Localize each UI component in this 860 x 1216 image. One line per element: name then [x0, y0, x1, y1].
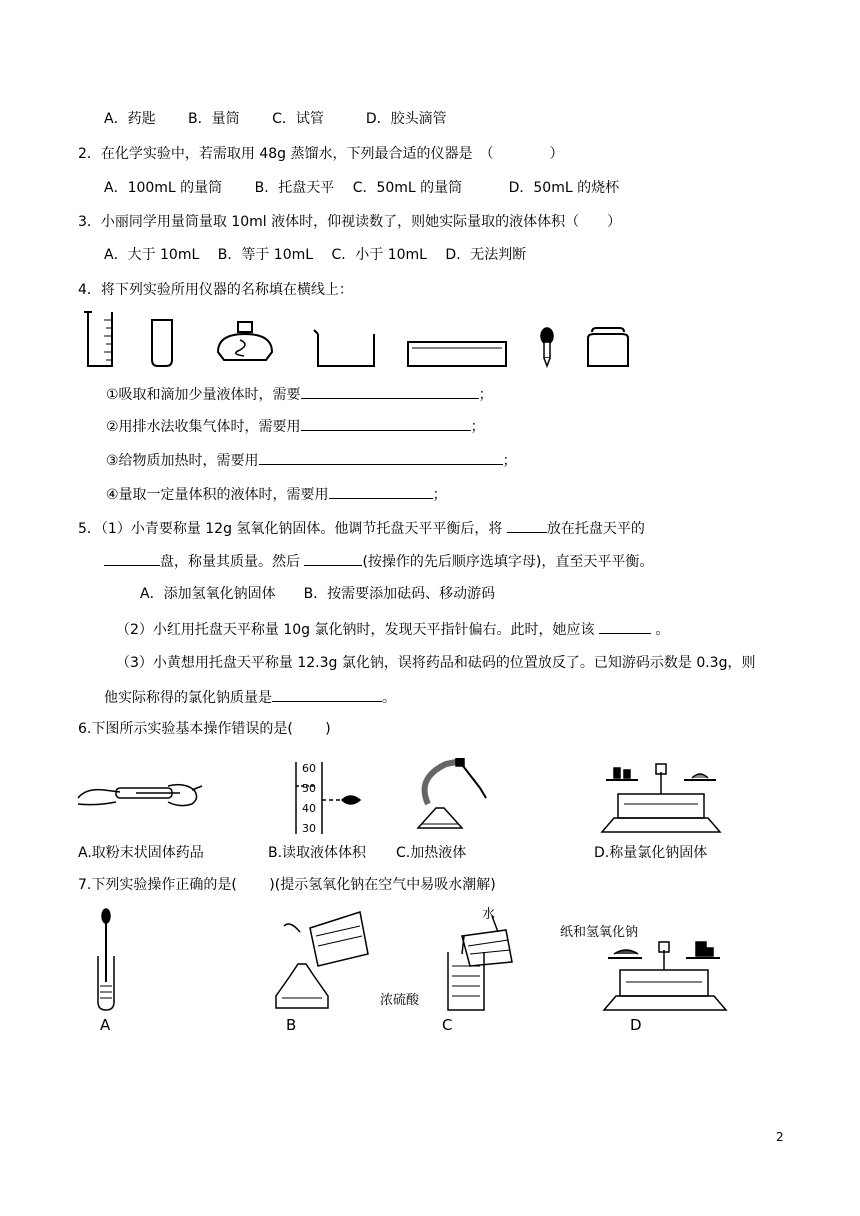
- q5-line-2-text-a: 盘，称量其质量。然后: [160, 554, 300, 570]
- q7-label-water: 水: [482, 907, 496, 922]
- q7-label-paper: 纸和氢氧化钠: [560, 925, 639, 940]
- q6-hands-tube-figure: [78, 785, 202, 806]
- q7-dropper-tube-figure: [98, 909, 114, 1010]
- q4-stem: 4．将下列实验所用仪器的名称填在横线上：: [78, 282, 353, 298]
- q6-caption-c: C.加热液体: [396, 845, 467, 861]
- q5-line-2-text-b: (按操作的先后顺序选填字母)，直至天平平衡。: [362, 554, 654, 570]
- q5-blank-2[interactable]: [104, 551, 160, 566]
- q4-item-3-blank[interactable]: [259, 450, 503, 465]
- q4-item-2: [106, 416, 485, 436]
- q4-item-1-blank[interactable]: [301, 384, 479, 399]
- q5-part-2-text: （2）小红用托盘天平称量 10g 氯化钠时，发现天平指针偏右。此时，她应该: [116, 622, 595, 638]
- q7-dilution-figure: [448, 916, 512, 1010]
- alcohol-lamp-icon: [218, 322, 272, 360]
- q7-pouring-lamp-figure: [276, 912, 368, 1008]
- q4-item-4-end: ；: [432, 487, 447, 503]
- q6-cylinder-tick-50: 50: [302, 782, 316, 795]
- q7-label-acid: 浓硫酸: [380, 993, 420, 1008]
- q4-item-4-blank[interactable]: [329, 484, 433, 499]
- q4-item-4-text: ④量取一定量体积的液体时，需要用: [106, 487, 329, 503]
- q6-caption-d: D.称量氯化钠固体: [594, 845, 708, 861]
- beaker-icon: [314, 330, 374, 366]
- q4-item-2-end: ；: [470, 419, 485, 435]
- q5-line-1-text-a: 5．（1）小青要称量 12g 氢氧化钠固体。他调节托盘天平平衡后，将: [78, 521, 503, 537]
- q5-blank-3[interactable]: [304, 551, 362, 566]
- q6-figures: [76, 758, 726, 838]
- q5-line-1: [78, 518, 645, 538]
- q5-part-3-line-2: [104, 687, 396, 707]
- q4-item-4: [106, 484, 447, 504]
- q6-cylinder-tick-30: 30: [302, 822, 316, 835]
- gas-jar-icon: [588, 328, 628, 366]
- q7-balance-figure: [604, 942, 726, 1010]
- q6-balance-figure: [602, 764, 720, 832]
- q4-item-2-text: ②用排水法收集气体时，需要用: [106, 419, 301, 435]
- q5-part-2-end: 。: [655, 622, 670, 638]
- q6-cylinder-tick-40: 40: [302, 802, 316, 815]
- q4-item-1: [106, 384, 493, 404]
- q4-item-2-blank[interactable]: [301, 416, 471, 431]
- q5-line-2: [104, 551, 653, 571]
- q7-figures: [90, 906, 730, 1036]
- q5-blank-1[interactable]: [507, 518, 547, 533]
- q6-heating-liquid-figure: [418, 758, 486, 828]
- q5-blank-4[interactable]: [599, 619, 651, 634]
- q5-part-2: [116, 619, 669, 639]
- q6-stem: 6.下图所示实验基本操作错误的是( ): [78, 721, 331, 737]
- q6-caption-a: A.取粉末状固体药品: [78, 845, 204, 861]
- q4-item-1-text: ①吸取和滴加少量液体时，需要: [106, 387, 301, 403]
- q7-letter-a: A: [100, 1016, 111, 1034]
- test-tube-icon: [152, 320, 172, 366]
- q5-options: A．添加氢氧化钠固体 B．按需要添加砝码、移动游码: [140, 586, 496, 602]
- q5-line-1-text-b: 放在托盘天平的: [546, 521, 645, 537]
- q5-part-3-end: 。: [382, 690, 396, 706]
- q5-blank-5[interactable]: [272, 687, 382, 702]
- apparatus-row-figure: [78, 308, 638, 372]
- q4-item-1-end: ；: [478, 387, 493, 403]
- q6-caption-b: B.读取液体体积: [268, 845, 367, 861]
- q2-stem: 2．在化学实验中，若需取用 48g 蒸馏水，下列最合适的仪器是 （ ）: [78, 146, 564, 162]
- trough-icon: [408, 342, 506, 366]
- q7-letter-c: C: [442, 1016, 453, 1034]
- q7-letter-b: B: [286, 1016, 297, 1034]
- q3-options: A．大于 10mL B．等于 10mL C．小于 10mL D．无法判断: [104, 247, 527, 263]
- page-number: 2: [776, 1130, 784, 1144]
- q2-options: A．100mL 的量筒 B．托盘天平 C．50mL 的量筒 D．50mL 的烧杯: [104, 180, 620, 196]
- q3-stem: 3．小丽同学用量筒量取 10ml 液体时，仰视读数了，则她实际量取的液体体积（ ）: [78, 214, 622, 230]
- q6-cylinder-tick-60: 60: [302, 762, 316, 775]
- q4-item-3: [106, 450, 517, 470]
- q7-letter-d: D: [630, 1016, 642, 1034]
- graduated-cylinder-icon: [84, 312, 112, 366]
- q5-part-3-text: 他实际称得的氯化钠质量是: [104, 690, 272, 706]
- q7-stem: 7.下列实验操作正确的是( )(提示氢氧化钠在空气中易吸水潮解): [78, 877, 496, 893]
- q4-item-3-end: ；: [502, 453, 517, 469]
- q5-part-3-line-1: （3）小黄想用托盘天平称量 12.3g 氯化钠，误将药品和砝码的位置放反了。已知游码示数是 0.3g，则: [116, 655, 756, 671]
- dropper-icon: [541, 328, 553, 366]
- q1-options: A．药匙 B．量筒 C．试管 D．胶头滴管: [104, 111, 447, 127]
- q4-item-3-text: ③给物质加热时，需要用: [106, 453, 259, 469]
